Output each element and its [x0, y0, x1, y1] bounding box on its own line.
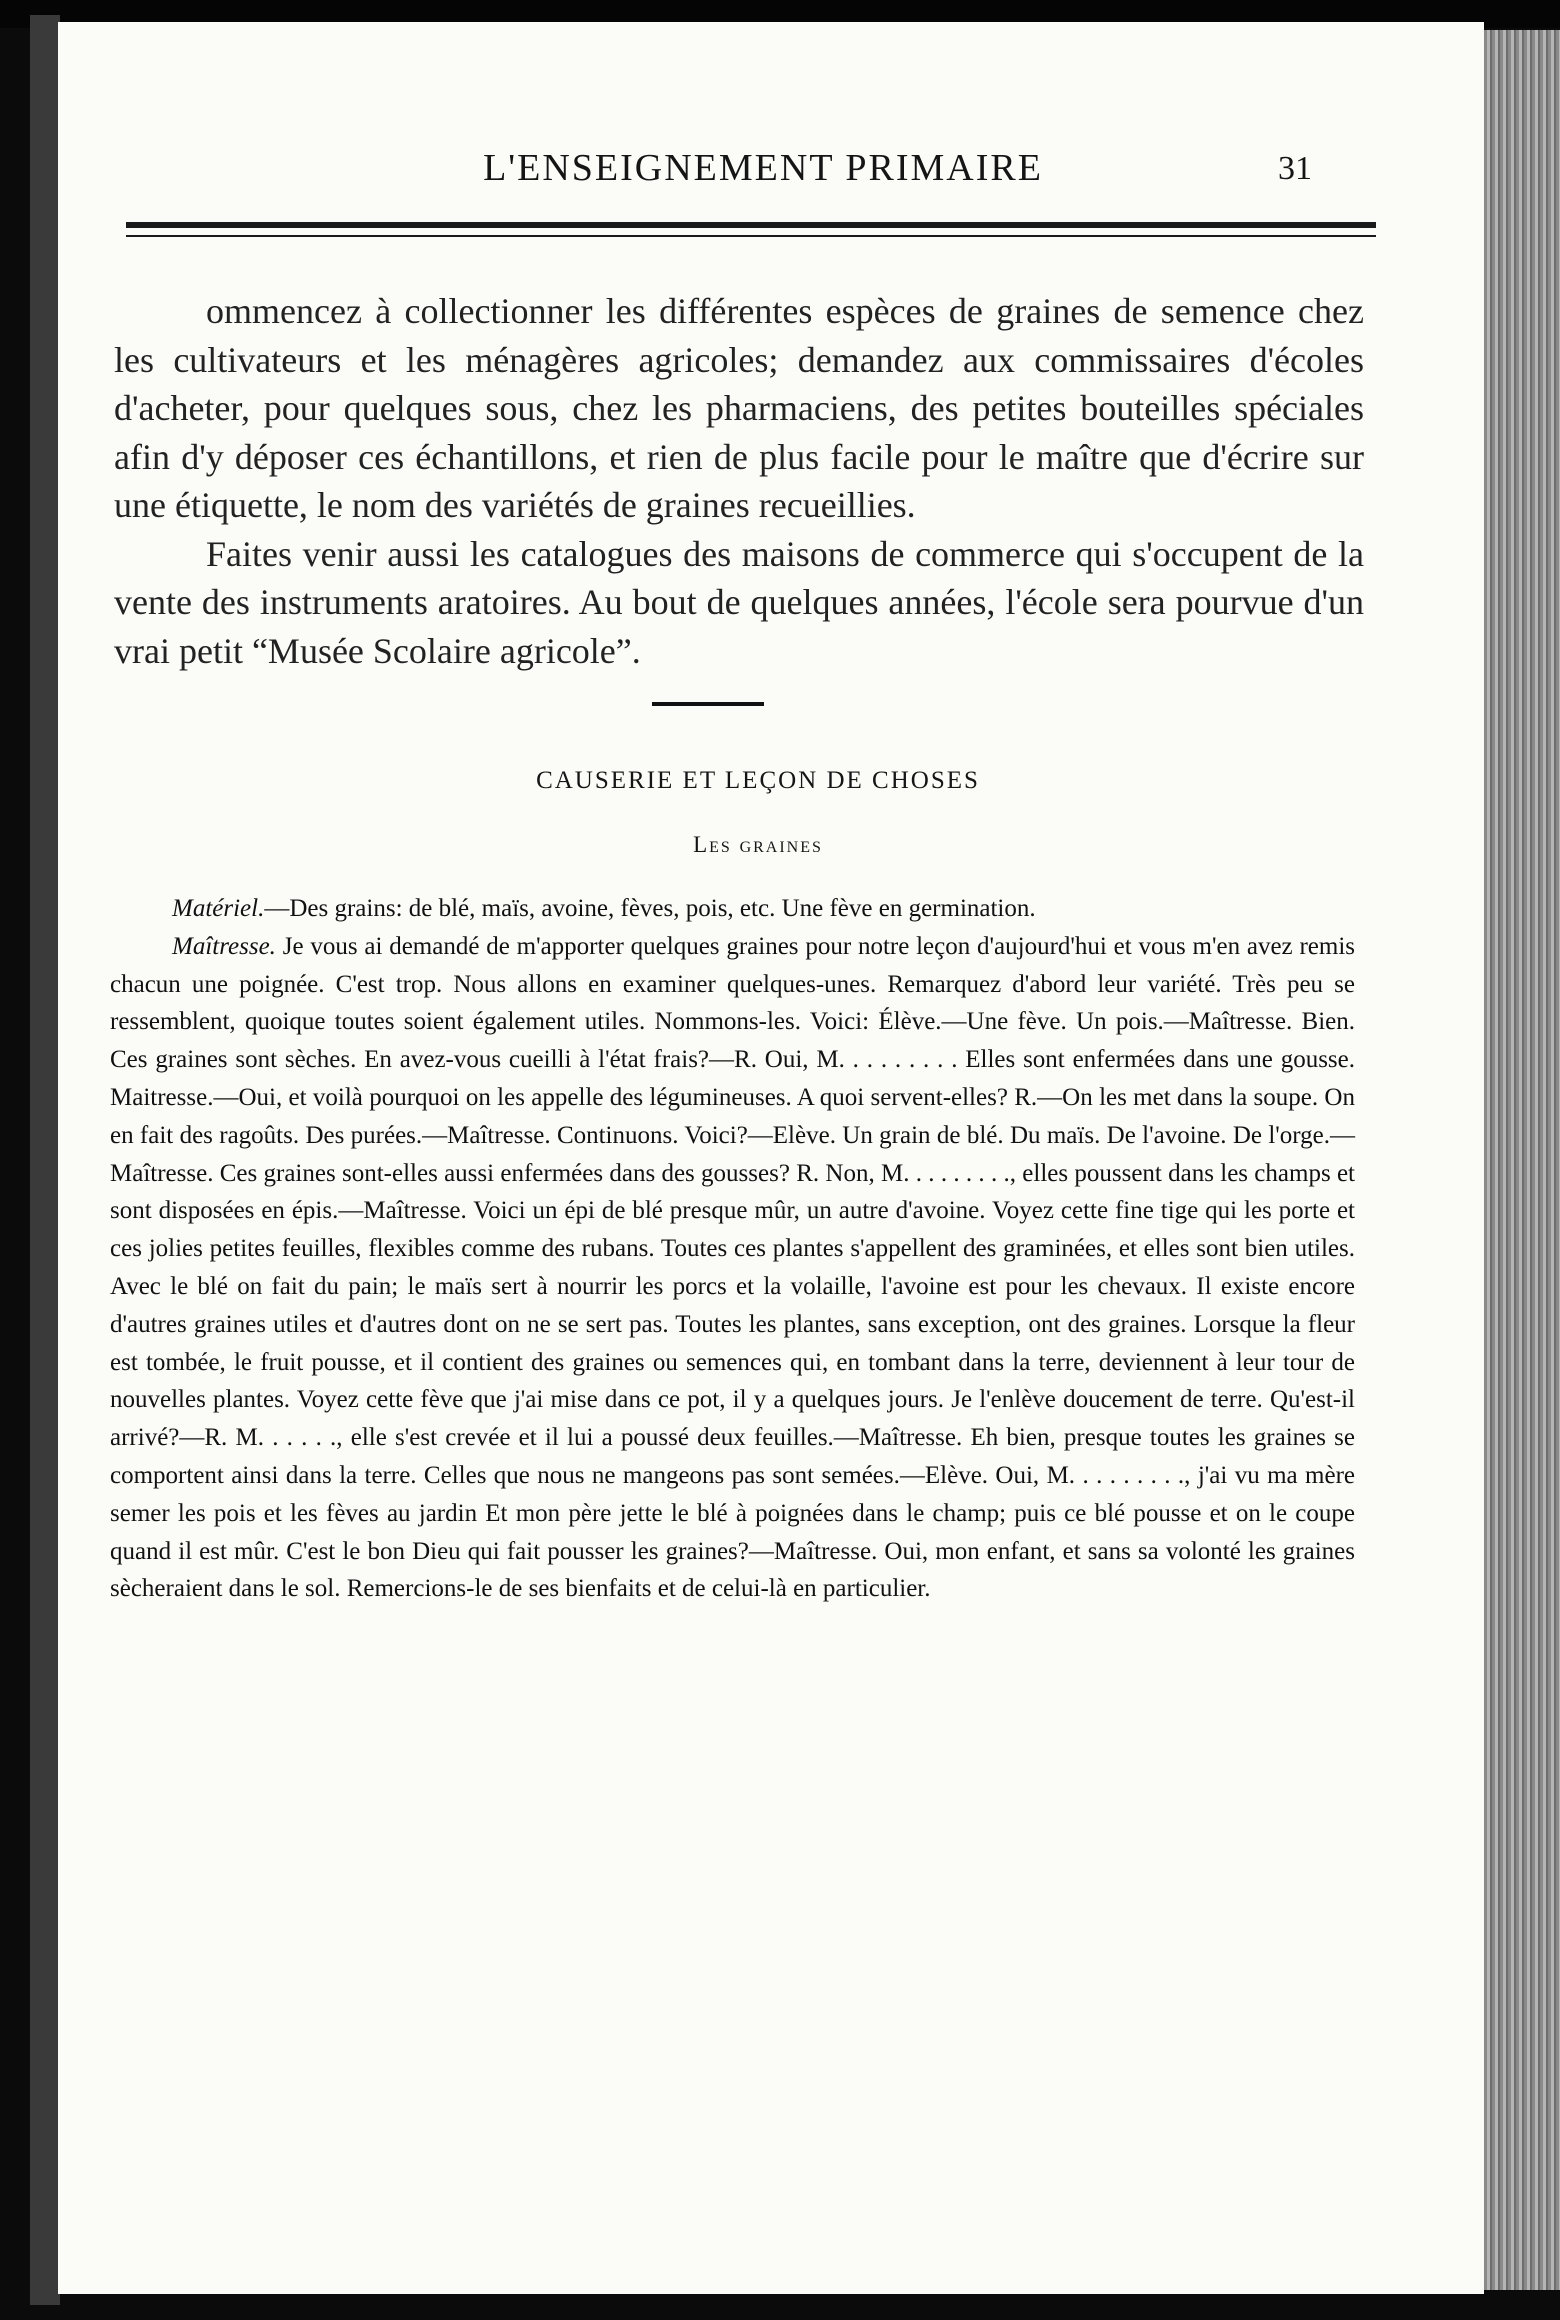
intro-paragraph: Faites venir aussi les catalogues des maisons de commerce qui s'occupent de la vente des instruments aratoires. Au bout de quelques années, l'école sera pourvue d'un vrai petit “Musée Scolaire agricole”.: [114, 533, 1364, 671]
page-edges: [1484, 30, 1560, 2290]
page-number: 31: [1278, 150, 1312, 187]
intro-paragraph: ommencez à collectionner les différentes espèces de graines de semence chez les cultivateurs et les ménagères agricoles; demandez aux commissaires d'écoles d'acheter, pour quelques sous, chez les pharmaciens, des petites bouteilles spéciales afin d'y déposer ces échantillons, et rien de plus facile pour le maître que d'écrire sur une étiquette, le nom des variétés de graines recueillies.: [114, 291, 1364, 525]
book-spine: [30, 15, 60, 2305]
section-subtitle: Les graines: [693, 832, 823, 857]
lesson-paragraph: [110, 928, 1355, 1608]
maitresse-label: Maîtresse.: [172, 932, 276, 960]
lesson-body: Je vous ai demandé de m'apporter quelques graines pour notre leçon d'aujourd'hui et vous m'en avez remis chacun une poignée. C'est trop. Nous allons en examiner quelques-unes. Remarquez d'abord leur variété. Très peu se ressemblent, quoique toutes soient également utiles. Nommons-les. Voici: Élève.—Une fève. Un pois.—Maîtresse. Bien. Ces graines sont sèches. En avez-vous cueilli à l'état frais?—R. Oui, M. . . . . . . . . Elles sont enfermées dans une gousse. Maitresse.—Oui, et voilà pourquoi on les appelle des légumineuses. A quoi servent-elles? R.—On les met dans la soupe. On en fait des ragoûts. Des purées.—Maîtresse. Continuons. Voici?—Elève. Un grain de blé. Du maïs. De l'avoine. De l'orge.—Maîtresse. Ces graines sont-elles aussi enfermées dans des gousses? R. Non, M. . . . . . . . ., elles poussent dans les champs et sont disposées en épis.—Maîtresse. Voici un épi de blé presque mûr, un autre d'avoine. Voyez cette fine tige qui les porte et ces jolies petites feuilles, flexibles comme des rubans. Toutes ces plantes s'appellent des graminées, et elles sont bien utiles. Avec le blé on fait du pain; le maïs sert à nourrir les porcs et la volaille, l'avoine est pour les chevaux. Il existe encore d'autres graines utiles et d'autres dont on ne se sert pas. Toutes les plantes, sans exception, ont des graines. Lorsque la fleur est tombée, le fruit pousse, et il contient des graines ou semences qui, en tombant dans la terre, deviennent à leur tour de nouvelles plantes. Voyez cette fève que j'ai mise dans ce pot, il y a quelques jours. Je l'enlève doucement de terre. Qu'est-il arrivé?—R. M. . . . . ., elle s'est crevée et il lui a poussé deux feuilles.—Maîtresse. Eh bien, presque toutes les graines se comportent ainsi dans la terre. Celles que nous ne mangeons pas sont semées.—Elève. Oui, M. . . . . . . . ., j'ai vu ma mère semer les pois et les fèves au jardin Et mon père jette le blé à poignées dans le champ; puis ce blé pousse et on le coupe quand il est mûr. C'est le bon Dieu qui fait pousser les graines?—Maîtresse. Oui, mon enfant, et sans sa volonté les graines sècheraient dans le sol. Remercions-le de ses bienfaits et de celui-là en particulier.: [110, 932, 1355, 1603]
intro-text: [114, 287, 1364, 675]
materiel-text: —Des grains: de blé, maïs, avoine, fèves, pois, etc. Une fève en germination.: [264, 895, 1036, 922]
book-page: [58, 22, 1484, 2294]
materiel-label: Matériel.: [172, 895, 265, 922]
lesson-text: [110, 890, 1355, 1608]
materiel-paragraph: [110, 890, 1355, 928]
section-divider: [652, 702, 764, 706]
running-header: L'ENSEIGNEMENT PRIMAIRE: [483, 147, 1043, 189]
header-rule-thick: [126, 222, 1376, 228]
section-title: CAUSERIE ET LEÇON DE CHOSES: [536, 767, 980, 794]
header-rule-thin: [126, 235, 1376, 237]
